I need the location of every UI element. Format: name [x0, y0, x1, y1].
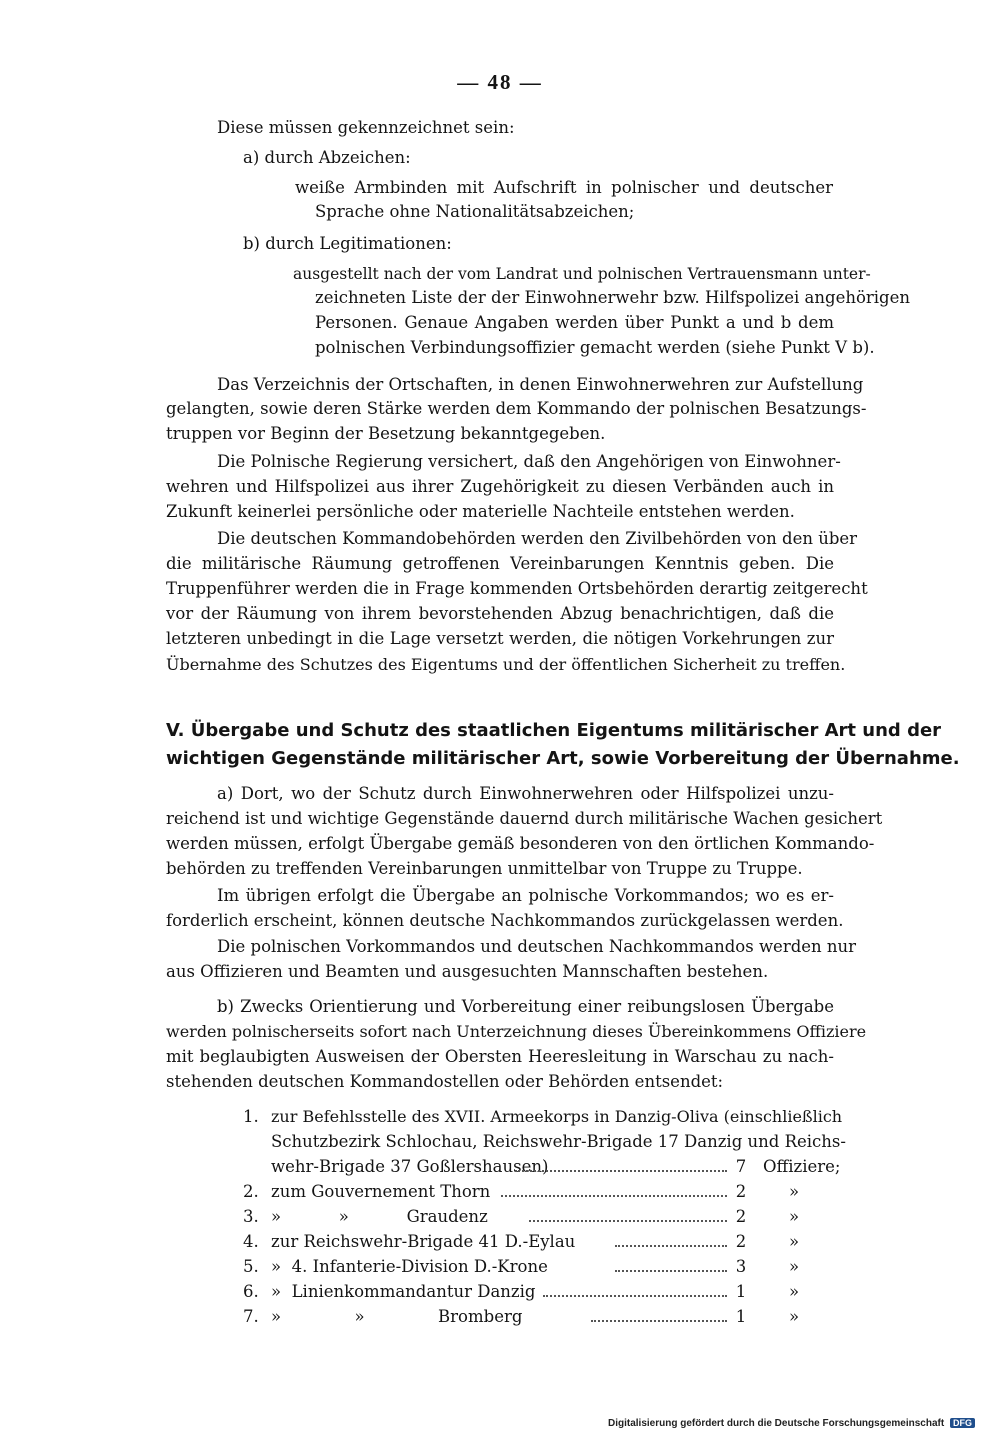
paragraph-line: Zukunft keinerlei persönliche oder materielle Nachteile entstehen werden. [166, 502, 795, 521]
list-item-label: » » Bromberg [271, 1307, 523, 1326]
list-number: 5. [243, 1257, 259, 1276]
paragraph-line: werden polnischerseits sofort nach Unterzeichnung dieses Übereinkommens Offiziere [166, 1022, 867, 1041]
paragraph-line: mit beglaubigten Ausweisen der Obersten Heeresleitung in Warschau zu nach- [166, 1047, 834, 1066]
list-item-line: zur Befehlsstelle des XVII. Armeekorps in Danzig-Oliva (einschließlich [271, 1107, 843, 1126]
officer-unit: Offiziere; [763, 1157, 841, 1176]
paragraph-line: Die polnischen Vorkommandos und deutschen Nachkommandos werden nur [217, 937, 857, 956]
ditto-mark: » [789, 1207, 800, 1226]
paragraph-line: die militärische Räumung getroffenen Vereinbarungen Kenntnis geben. Die [166, 554, 834, 573]
paragraph-line: behörden zu treffenden Vereinbarungen unmittelbar von Truppe zu Truppe. [166, 859, 803, 878]
ditto-mark: » [789, 1232, 800, 1251]
dot-leader [543, 1281, 727, 1297]
paragraph-line: aus Offizieren und Beamten und ausgesuchten Mannschaften bestehen. [166, 962, 769, 981]
item-b-line: Personen. Genaue Angaben werden über Punkt a und b dem [315, 313, 834, 332]
paragraph-line: Die deutschen Kommandobehörden werden den Zivilbehörden von den über [217, 529, 858, 548]
item-a-label: a) durch Abzeichen: [243, 148, 411, 167]
officer-count: 1 [735, 1282, 747, 1301]
officer-count: 2 [735, 1182, 747, 1201]
item-b-line: ausgestellt nach der vom Landrat und polnischen Vertrauensmann unter- [293, 265, 871, 283]
intro-line: Diese müssen gekennzeichnet sein: [217, 118, 515, 137]
dfg-logo: DFG [950, 1418, 975, 1428]
paragraph-line: Die Polnische Regierung versichert, daß den Angehörigen von Einwohner- [217, 452, 841, 471]
list-item-label: zur Reichswehr-Brigade 41 D.-Eylau [271, 1232, 576, 1251]
list-item-line: Schutzbezirk Schlochau, Reichswehr-Brigade 17 Danzig und Reichs- [271, 1132, 846, 1151]
officer-count: 1 [735, 1307, 747, 1326]
dot-leader [501, 1181, 727, 1197]
paragraph-line: b) Zwecks Orientierung und Vorbereitung einer reibungslosen Übergabe [217, 997, 834, 1016]
item-b-label: b) durch Legitimationen: [243, 234, 452, 253]
section-heading: V. Übergabe und Schutz des staatlichen Eigentums militärischer Art und der [166, 720, 942, 741]
page-number: — 48 — [457, 70, 543, 94]
ditto-mark: » [789, 1257, 800, 1276]
officer-count: 2 [735, 1207, 747, 1226]
section-heading: wichtigen Gegenstände militärischer Art, sowie Vorbereitung der Übernahme. [166, 748, 960, 769]
paragraph-line: wehren und Hilfspolizei aus ihrer Zugehörigkeit zu diesen Verbänden auch in [166, 477, 834, 496]
list-number: 4. [243, 1232, 259, 1251]
officer-count: 3 [735, 1257, 747, 1276]
officer-count: 7 [735, 1157, 747, 1176]
digitization-credit-text: Digitalisierung gefördert durch die Deutsche Forschungsgemeinschaft [608, 1418, 945, 1429]
list-number: 7. [243, 1307, 259, 1326]
paragraph-line: werden müssen, erfolgt Übergabe gemäß besonderen von den örtlichen Kommando- [166, 834, 875, 853]
paragraph-line: Übernahme des Schutzes des Eigentums und der öffentlichen Sicherheit zu treffen. [166, 655, 846, 674]
officer-count: 2 [735, 1232, 747, 1251]
list-item-label: zum Gouvernement Thorn [271, 1182, 491, 1201]
paragraph-line: gelangten, sowie deren Stärke werden dem Kommando der polnischen Besatzungs- [166, 399, 867, 418]
paragraph-line: reichend ist und wichtige Gegenstände dauernd durch militärische Wachen gesichert [166, 809, 883, 828]
item-a-line: weiße Armbinden mit Aufschrift in polnischer und deutscher [295, 178, 833, 197]
paragraph-line: Im übrigen erfolgt die Übergabe an polnische Vorkommandos; wo es er- [217, 886, 834, 905]
list-number: 6. [243, 1282, 259, 1301]
paragraph-line: Das Verzeichnis der Ortschaften, in denen Einwohnerwehren zur Aufstellung [217, 375, 864, 394]
digitization-credit [608, 1418, 975, 1429]
list-item-label: » 4. Infanterie-Division D.-Krone [271, 1257, 548, 1276]
paragraph-line: a) Dort, wo der Schutz durch Einwohnerwehren oder Hilfspolizei unzu- [217, 784, 834, 803]
dot-leader [591, 1306, 727, 1322]
item-b-line: polnischen Verbindungsoffizier gemacht werden (siehe Punkt V b). [315, 338, 875, 357]
paragraph-line: truppen vor Beginn der Besetzung bekanntgegeben. [166, 424, 606, 443]
list-number: 3. [243, 1207, 259, 1226]
paragraph-line: Truppenführer werden die in Frage kommenden Ortsbehörden derartig zeitgerecht [166, 579, 868, 598]
list-item-label: » » Graudenz [271, 1207, 488, 1226]
item-b-line: zeichneten Liste der der Einwohnerwehr bzw. Hilfspolizei angehörigen [315, 288, 911, 307]
list-number: 1. [243, 1107, 259, 1126]
paragraph-line: forderlich erscheint, können deutsche Nachkommandos zurückgelassen werden. [166, 911, 844, 930]
dot-leader [515, 1156, 727, 1172]
item-a-line: Sprache ohne Nationalitätsabzeichen; [315, 202, 635, 221]
ditto-mark: » [789, 1307, 800, 1326]
list-item-label: wehr-Brigade 37 Goßlershausen) [271, 1157, 549, 1176]
ditto-mark: » [789, 1182, 800, 1201]
dot-leader [615, 1231, 727, 1247]
list-number: 2. [243, 1182, 259, 1201]
paragraph-line: letzteren unbedingt in die Lage versetzt werden, die nötigen Vorkehrungen zur [166, 629, 834, 648]
ditto-mark: » [789, 1282, 800, 1301]
paragraph-line: vor der Räumung von ihrem bevorstehenden Abzug benachrichtigen, daß die [166, 604, 834, 623]
list-item-label: » Linienkommandantur Danzig [271, 1282, 536, 1301]
dot-leader [529, 1206, 727, 1222]
paragraph-line: stehenden deutschen Kommandostellen oder Behörden entsendet: [166, 1072, 724, 1091]
dot-leader [615, 1256, 727, 1272]
